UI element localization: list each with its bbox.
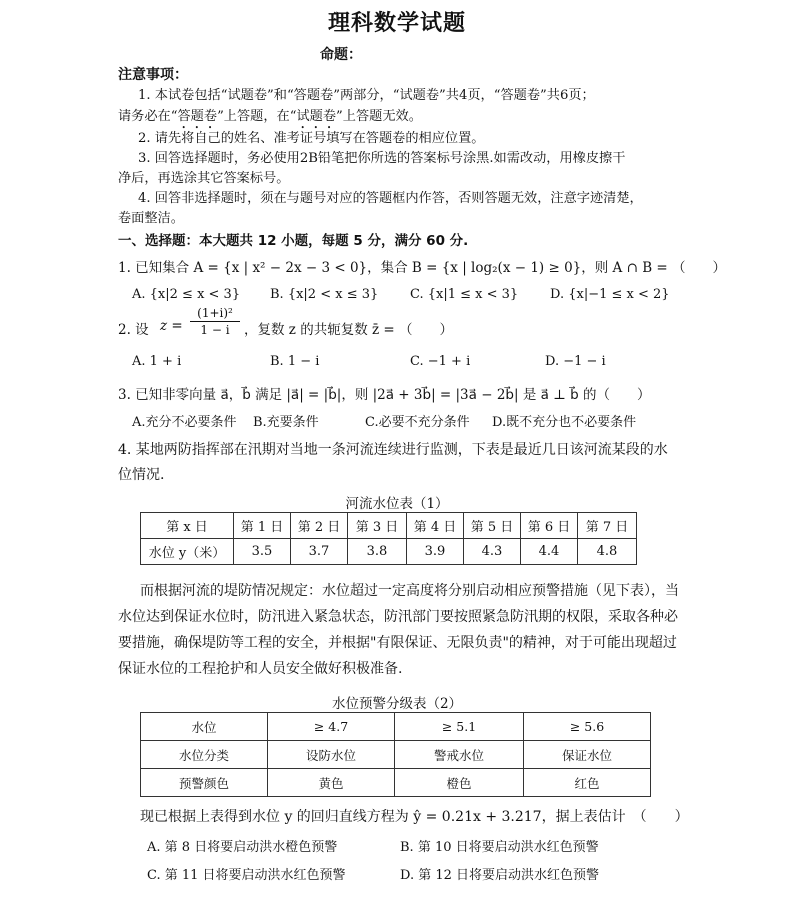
table-2-caption: 水位预警分级表（2）	[331, 696, 463, 712]
answer-sheet-emphasis: 答题卷	[177, 109, 218, 124]
question-1-stem: 1. 已知集合 A = {x | x² − 2x − 3 < 0}，集合 B = {x | log₂(x − 1) ≥ 0}，则 A ∩ B = （ ）	[118, 260, 727, 276]
table-row	[141, 741, 651, 769]
table-cell: 水位	[141, 713, 268, 741]
table-cell: 4.4	[521, 539, 578, 565]
table-cell: ≥ 5.1	[395, 713, 524, 741]
question-4-option-c: C. 第 11 日将要启动洪水红色预警	[147, 868, 346, 883]
table-row	[141, 769, 651, 797]
notice-item-3-cont: 净后，再选涂其它答案标号。	[118, 171, 290, 186]
table-row	[141, 539, 637, 565]
table-cell: 3.5	[234, 539, 291, 565]
notice-item-3: 3. 回答选择题时，务必使用2B铅笔把你所选的答案标号涂黑.如需改动，用橡皮擦干	[138, 151, 626, 166]
question-4-regression: 现已根据上表得到水位 y 的回归直线方程为 ŷ = 0.21x + 3.217，据上表估计 （ ）	[140, 809, 689, 825]
section-heading: 一、选择题：本大题共 12 小题，每题 5 分，满分 60 分.	[118, 233, 469, 249]
question-2-option-a: A. 1 + i	[132, 354, 182, 369]
table-cell: 黄色	[268, 769, 395, 797]
table-row	[141, 513, 637, 539]
table-header-cell: 第 7 日	[578, 513, 637, 539]
table-cell: 4.8	[578, 539, 637, 565]
table-1-caption: 河流水位表（1）	[345, 496, 449, 512]
warning-paragraph-cont: 保证水位的工程抢护和人员安全做好积极准备.	[118, 661, 403, 677]
question-2-variable: z =	[160, 318, 183, 334]
table-header-cell: 第 5 日	[464, 513, 521, 539]
table-header-cell: 第 x 日	[141, 513, 234, 539]
question-4-option-a: A. 第 8 日将要启动洪水橙色预警	[147, 840, 338, 855]
question-1-option-a: A. {x|2 ≤ x < 3}	[132, 287, 241, 302]
test-paper-emphasis: 试题卷	[296, 109, 337, 124]
table-cell: 警戒水位	[395, 741, 524, 769]
table-cell: 3.9	[407, 539, 464, 565]
table-header-cell: 第 4 日	[407, 513, 464, 539]
notice-item-1: 1. 本试卷包括“试题卷”和“答题卷”两部分，“试题卷”共4页，“答题卷”共6页；	[138, 88, 595, 103]
table-cell: 水位分类	[141, 741, 268, 769]
question-2-prefix: 2. 设	[118, 322, 149, 338]
question-3-stem: 3. 已知非零向量 a⃗，b⃗ 满足 |a⃗| = |b⃗|，则 |2a⃗ + 3b⃗| = |3a⃗ − 2b⃗| 是 a⃗ ⊥ b⃗ 的（ ）	[118, 387, 651, 403]
table-cell: 橙色	[395, 769, 524, 797]
table-cell: 3.8	[348, 539, 407, 565]
question-4-intro: 4. 某地两防指挥部在汛期对当地一条河流连续进行监测，下表是最近几日该河流某段的水	[118, 442, 668, 458]
question-1-option-c: C. {x|1 ≤ x < 3}	[410, 287, 519, 302]
warning-level-table	[140, 712, 651, 797]
question-3-option-a: A.充分不必要条件	[132, 415, 237, 430]
question-2-option-c: C. −1 + i	[410, 354, 471, 369]
table-cell: 红色	[524, 769, 651, 797]
question-1-option-d: D. {x|−1 ≤ x < 2}	[550, 287, 670, 302]
question-4-option-b: B. 第 10 日将要启动洪水红色预警	[400, 840, 599, 855]
warning-paragraph: 而根据河流的堤防情况规定：水位超过一定高度将分别启动相应预警措施（见下表），当	[140, 583, 679, 599]
fraction-denominator: 1 − i	[200, 323, 230, 337]
warning-paragraph-cont: 水位达到保证水位时，防汛进入紧急状态，防汛部门要按照紧急防汛期的权限，采取各种必	[118, 609, 678, 625]
table-cell: ≥ 4.7	[268, 713, 395, 741]
table-cell: ≥ 5.6	[524, 713, 651, 741]
table-row	[141, 713, 651, 741]
notice-item-4-cont: 卷面整洁。	[118, 211, 184, 226]
notice-text: ”上答题，在“	[217, 109, 297, 124]
notice-heading: 注意事项：	[118, 67, 188, 83]
question-3-option-d: D.既不充分也不必要条件	[492, 415, 637, 430]
proposer-label: 命题：	[320, 47, 362, 63]
page-title: 理科数学试题	[327, 11, 466, 36]
table-header-cell: 第 6 日	[521, 513, 578, 539]
table-cell: 设防水位	[268, 741, 395, 769]
question-3-option-c: C.必要不充分条件	[365, 415, 470, 430]
table-cell: 水位 y（米）	[141, 539, 234, 565]
notice-text: ”上答题无效。	[336, 109, 422, 124]
table-header-cell: 第 1 日	[234, 513, 291, 539]
question-2-fraction	[190, 306, 240, 337]
question-4-intro-cont: 位情况.	[118, 467, 165, 483]
question-1-option-b: B. {x|2 < x ≤ 3}	[270, 287, 379, 302]
table-cell: 预警颜色	[141, 769, 268, 797]
notice-item-4: 4. 回答非选择题时，须在与题号对应的答题框内作答，否则答题无效，注意字迹清楚，	[138, 191, 643, 206]
question-2-option-b: B. 1 − i	[270, 354, 320, 369]
notice-item-2: 2. 请先将自己的姓名、准考证号填写在答题卷的相应位置。	[138, 131, 485, 146]
notice-text: 请务必在“	[118, 109, 178, 124]
table-cell: 3.7	[291, 539, 348, 565]
question-3-option-b: B.充要条件	[253, 415, 319, 430]
question-2-option-d: D. −1 − i	[545, 354, 606, 369]
table-header-cell: 第 2 日	[291, 513, 348, 539]
question-4-option-d: D. 第 12 日将要启动洪水红色预警	[400, 868, 600, 883]
question-2-suffix: ，复数 z 的共轭复数 z̄ = （ ）	[244, 322, 453, 338]
water-level-table	[140, 512, 637, 565]
fraction-numerator: (1+i)²	[190, 306, 240, 322]
table-cell: 4.3	[464, 539, 521, 565]
table-header-cell: 第 3 日	[348, 513, 407, 539]
warning-paragraph-cont: 要措施，确保堤防等工程的安全，并根据"有限保证、无限负责"的精神，对于可能出现超过	[118, 635, 677, 651]
table-cell: 保证水位	[524, 741, 651, 769]
